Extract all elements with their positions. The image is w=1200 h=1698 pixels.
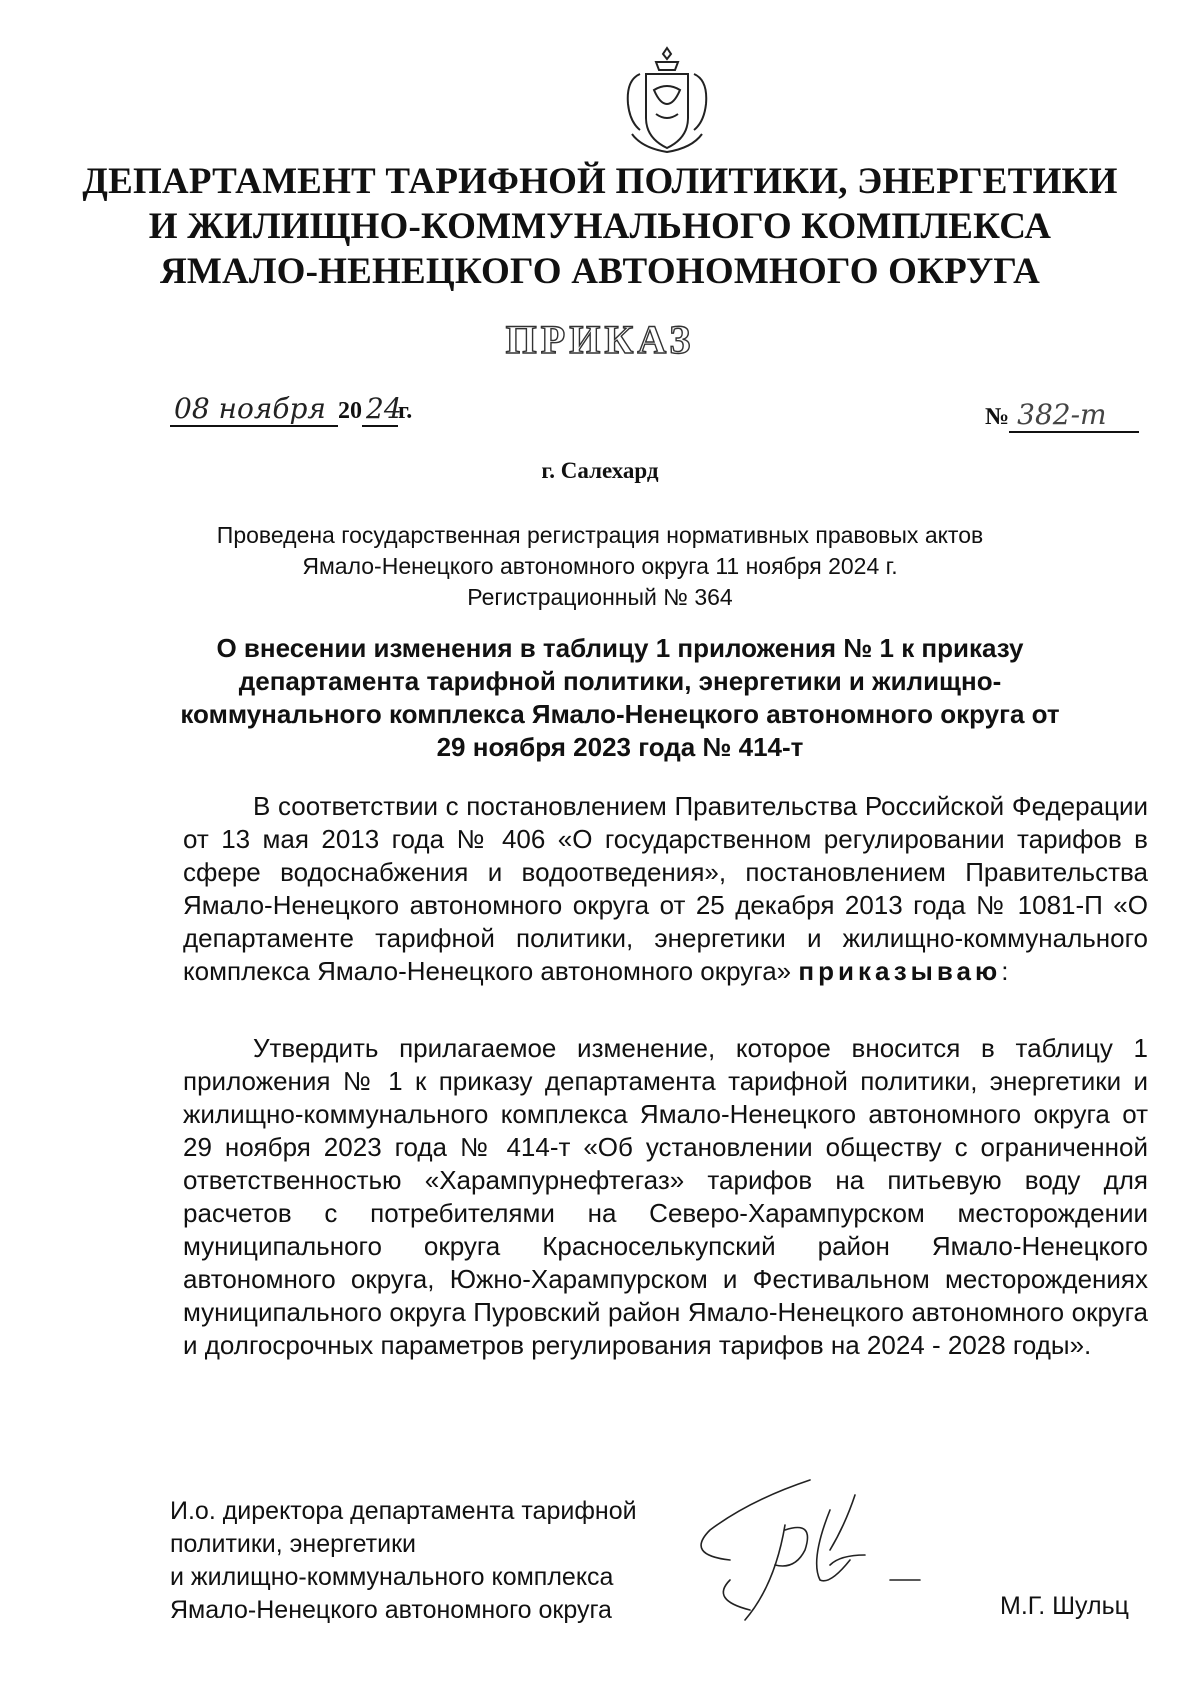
date-year-suffix: 24 xyxy=(362,392,398,427)
paragraph-text: Утвердить прилагаемое изменение, которое вносится в таблицу 1 приложения № 1 к приказу департамента тарифной политики, энергетики и жилищно-коммунального комплекса Ямало-Ненецкого автономного округа от 29 ноября 2023 года № 414-т «Об установлении обществу с ограниченной ответственностью «Харампурнефтегаз» тарифов на питьевую воду для расчетов с потребителями на Северо-Харампурском месторождении муниципального округа Красноселькупский район Ямало-Ненецкого автономного округа, Южно-Харампурском и Фестивальном месторождениях муниципального округа Пуровский район Ямало-Ненецкого автономного округа и долгосрочных параметров регулирования тарифов на 2024 - 2028 годы». xyxy=(183,1033,1148,1360)
order-number xyxy=(985,398,1139,433)
department-name-line: ЯМАЛО-НЕНЕЦКОГО АВТОНОМНОГО ОКРУГА xyxy=(159,251,1041,292)
signatory-position-line: И.о. директора департамента тарифной xyxy=(170,1497,637,1525)
department-name-line: И ЖИЛИЩНО-КОММУНАЛЬНОГО КОМПЛЕКСА xyxy=(148,206,1052,247)
order-number-label: № xyxy=(985,404,1010,430)
date-year-abbrev: г. xyxy=(398,398,413,424)
handwritten-signature xyxy=(690,1470,940,1630)
paragraph-end: : xyxy=(1001,956,1009,986)
city: г. Салехард xyxy=(541,458,659,483)
date-day-month: 08 ноября xyxy=(170,392,338,427)
date-year-prefix: 20 xyxy=(338,398,362,424)
registration-line: Проведена государственная регистрация нормативных правовых актов xyxy=(216,522,984,548)
document-type-title: ПРИКАЗ xyxy=(505,317,695,362)
order-number-value: 382-т xyxy=(1009,398,1139,433)
registration-number: Регистрационный № 364 xyxy=(467,584,733,610)
department-name-line: ДЕПАРТАМЕНТ ТАРИФНОЙ ПОЛИТИКИ, ЭНЕРГЕТИКИ xyxy=(82,161,1118,202)
paragraph-text: В соответствии с постановлением Правительства Российской Федерации от 13 мая 2013 года № 406 «О государственном регулировании тарифов в сфере водоснабжения и водоотведения», постановлением Правительства Ямало-Ненецкого автономного округа от 25 декабря 2013 года № 1081-П «О департаменте тарифной политики, энергетики и жилищно-коммунального комплекса Ямало-Ненецкого автономного округа» xyxy=(183,791,1148,986)
document-title: О внесении изменения в таблицу 1 приложения № 1 к приказу департамента тарифной политики, энергетики и жилищно-коммунального комплекса Ямало-Ненецкого автономного округа от 29 ноября 2023 года № 414-т xyxy=(180,633,1060,762)
signatory-position-line: и жилищно-коммунального комплекса xyxy=(170,1563,614,1591)
signatory-name: М.Г. Шульц xyxy=(1000,1592,1129,1620)
order-date xyxy=(170,392,412,427)
signatory-position-line: Ямало-Ненецкого автономного округа xyxy=(170,1596,612,1624)
body-paragraph xyxy=(183,790,1148,988)
body-paragraph xyxy=(183,1032,1148,1362)
registration-line: Ямало-Ненецкого автономного округа 11 ноября 2024 г. xyxy=(302,553,898,579)
coat-of-arms-icon xyxy=(618,44,716,162)
signatory-position-line: политики, энергетики xyxy=(170,1530,416,1558)
command-word: приказываю xyxy=(798,956,1002,986)
